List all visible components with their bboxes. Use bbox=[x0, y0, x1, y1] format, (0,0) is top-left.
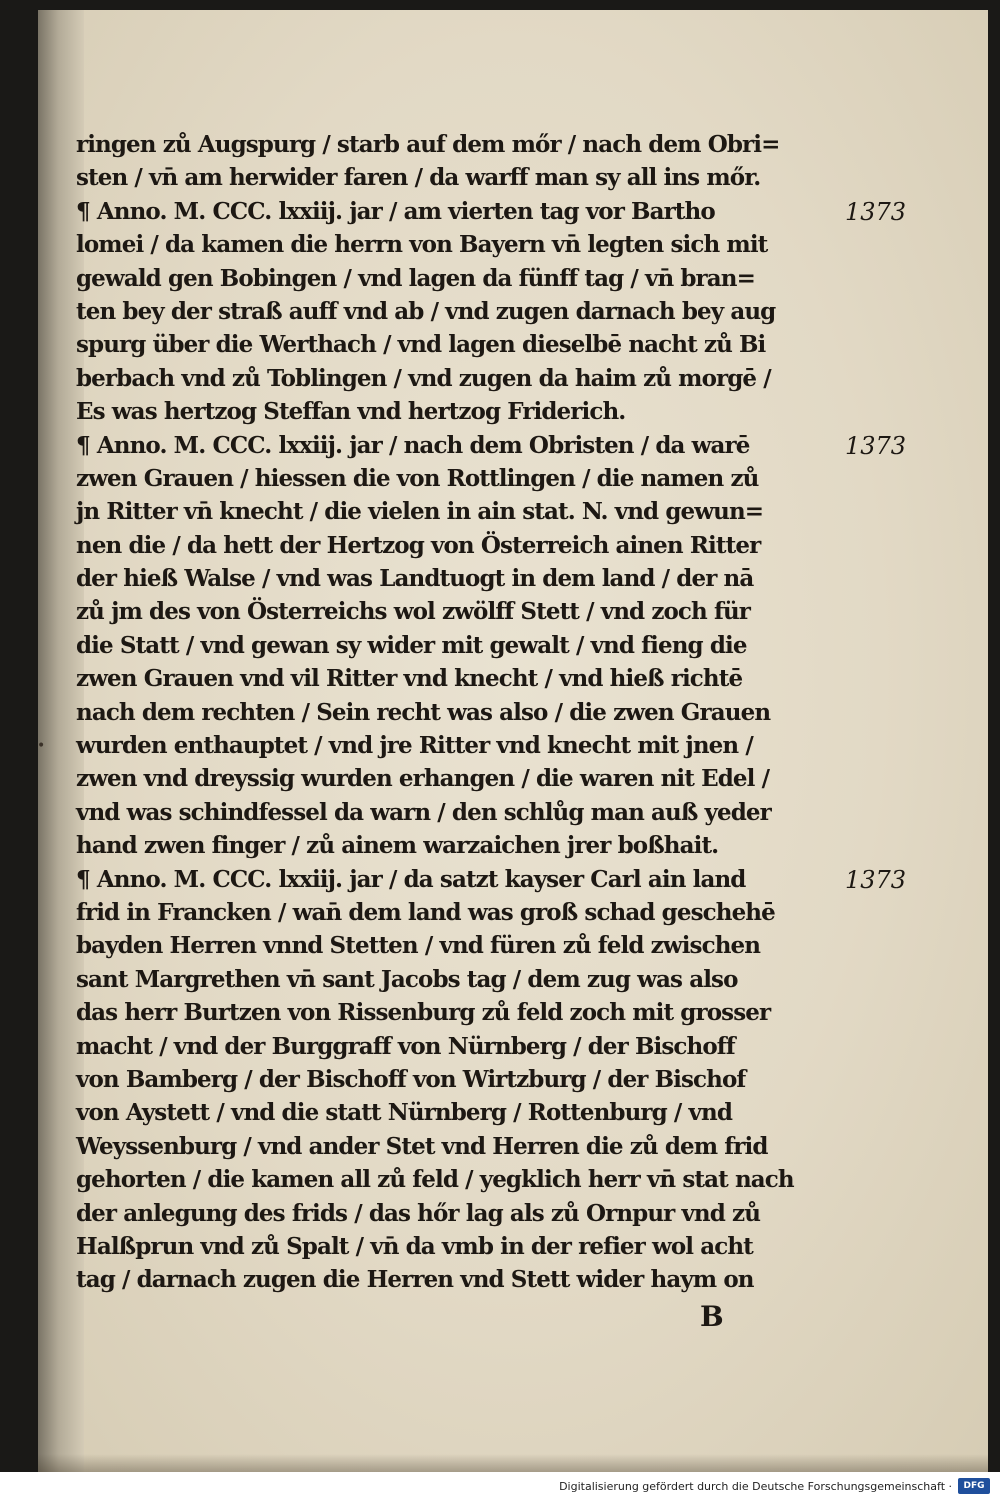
text-line: berbach vnd zů Toblingen / vnd zugen da haim zů morgē / bbox=[76, 364, 771, 392]
text-line: Weyssenburg / vnd ander Stet vnd Herren die zů dem frid bbox=[76, 1132, 768, 1160]
text-line: spurg über die Werthach / vnd lagen dieselbē nacht zů Bi bbox=[76, 331, 766, 359]
text-line: gewald gen Bobingen / vnd lagen da fünff tag / vn̄ bran= bbox=[76, 264, 755, 292]
text-line: nach dem rechten / Sein recht was also / die zwen Grauen bbox=[76, 698, 771, 726]
text-line: die Statt / vnd gewan sy wider mit gewalt / vnd fieng die bbox=[76, 631, 747, 659]
text-line: tag / darnach zugen die Herren vnd Stett wider haym on bbox=[76, 1266, 754, 1294]
dfg-logo[interactable]: DFG bbox=[958, 1478, 990, 1494]
text-line: von Aystett / vnd die statt Nürnberg / Rottenburg / vnd bbox=[76, 1099, 733, 1127]
text-line: frid in Francken / wan̄ dem land was groß schad geschehē bbox=[76, 898, 775, 926]
text-block bbox=[76, 128, 836, 1297]
text-line: von Bamberg / der Bischoff von Wirtzburg / der Bischof bbox=[76, 1065, 746, 1093]
text-line: wurden enthauptet / vnd jre Ritter vnd knecht mit jnen / bbox=[76, 732, 753, 760]
text-line: bayden Herren vnnd Stetten / vnd füren zů feld zwischen bbox=[76, 932, 761, 960]
page-bottom-shadow bbox=[38, 1454, 988, 1472]
margin-mark: • bbox=[37, 738, 46, 754]
text-line: das herr Burtzen von Rissenburg zů feld zoch mit grosser bbox=[76, 999, 771, 1027]
text-line: nen die / da hett der Hertzog von Österreich ainen Ritter bbox=[76, 531, 761, 559]
text-line: der hieß Walse / vnd was Landtuogt in dem land / der nā bbox=[76, 565, 754, 593]
text-line: sant Margrethen vn̄ sant Jacobs tag / dem zug was also bbox=[76, 965, 738, 993]
text-line: ¶ Anno. M. CCC. lxxiij. jar / am vierten tag vor Bartho bbox=[76, 197, 715, 225]
text-line: jn Ritter vn̄ knecht / die vielen in ain stat. N. vnd gewun= bbox=[76, 498, 764, 526]
text-line: sten / vn̄ am herwider faren / da warff man sy all ins mőr. bbox=[76, 164, 761, 192]
signature-mark: B bbox=[700, 1300, 724, 1333]
text-line: Halßprun vnd zů Spalt / vn̄ da vmb in der refier wol acht bbox=[76, 1232, 753, 1260]
text-line: ringen zů Augspurg / starb auf dem mőr / nach dem Obri= bbox=[76, 131, 780, 158]
footer-bar bbox=[0, 1472, 1000, 1500]
margin-year-note: 1373 bbox=[845, 866, 907, 894]
margin-year-note: 1373 bbox=[845, 198, 907, 226]
text-line: zwen vnd dreyssig wurden erhangen / die waren nit Edel / bbox=[76, 765, 770, 793]
text-line: lomei / da kamen die herrn von Bayern vn̄ legten sich mit bbox=[76, 231, 768, 259]
text-line: zwen Grauen / hiessen die von Rottlingen / die namen zů bbox=[76, 464, 759, 492]
text-line: zwen Grauen vnd vil Ritter vnd knecht / vnd hieß richtē bbox=[76, 665, 743, 693]
text-line: macht / vnd der Burggraff von Nürnberg / der Bischoff bbox=[76, 1032, 735, 1060]
text-line: gehorten / die kamen all zů feld / yegklich herr vn̄ stat nach bbox=[76, 1166, 794, 1194]
text-line: ¶ Anno. M. CCC. lxxiij. jar / da satzt kayser Carl ain land bbox=[76, 865, 746, 893]
text-line: zů jm des von Österreichs wol zwölff Stett / vnd zoch für bbox=[76, 598, 750, 626]
text-line: ¶ Anno. M. CCC. lxxiij. jar / nach dem Obristen / da warē bbox=[76, 431, 750, 459]
text-line: vnd was schindfessel da warn / den schlůg man auß yeder bbox=[76, 798, 771, 826]
margin-year-note: 1373 bbox=[845, 432, 907, 460]
text-line: Es was hertzog Steffan vnd hertzog Friderich. bbox=[76, 398, 626, 426]
text-line: ten bey der straß auff vnd ab / vnd zugen darnach bey aug bbox=[76, 297, 776, 325]
text-line: der anlegung des frids / das hőr lag als zů Ornpur vnd zů bbox=[76, 1199, 761, 1227]
footer-credit: Digitalisierung gefördert durch die Deutsche Forschungsgemeinschaft · bbox=[559, 1480, 952, 1493]
text-line: hand zwen finger / zů ainem warzaichen jrer boßhait. bbox=[76, 832, 719, 860]
